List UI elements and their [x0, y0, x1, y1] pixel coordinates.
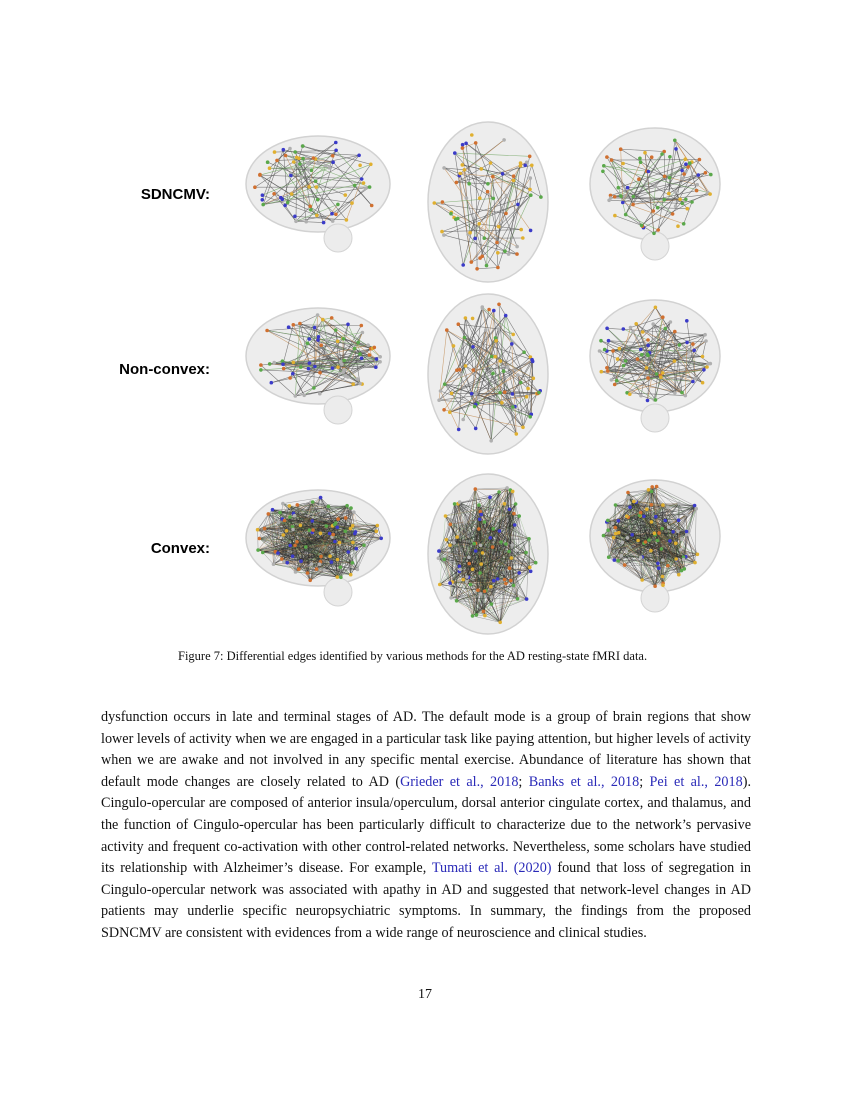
brain-convex-lateral	[240, 480, 400, 610]
citation-separator-2: ;	[639, 773, 650, 790]
brain-network-graphic	[240, 480, 400, 610]
citation-banks[interactable]: Banks et al., 2018	[528, 773, 640, 790]
citation-tumati[interactable]: Tumati et al. (2020)	[431, 860, 552, 877]
brain-network-graphic	[423, 290, 553, 460]
figure-7	[110, 118, 740, 638]
brain-sdncmv-coronal	[585, 124, 725, 264]
page-number: 17	[418, 987, 432, 1002]
brain-nonconvex-axial	[423, 290, 553, 460]
brain-network-graphic	[585, 476, 725, 616]
brain-nonconvex-lateral	[240, 298, 400, 428]
brain-stem	[641, 584, 669, 612]
paragraph-text-3: found that loss of segregation in Cingulo-opercular network was associated with apathy in AD and suggested that network-level changes in AD patients may underlie specific neuropsychiatric symptoms. In summary, the findings from the proposed SDNCMV are consistent with evidences from a wide range of neuroscience and clinical studies.	[101, 860, 752, 941]
brain-convex-axial	[423, 470, 553, 640]
brain-stem	[324, 224, 352, 252]
citation-grieder[interactable]: Grieder et al., 2018	[400, 773, 519, 790]
brain-network-graphic	[585, 296, 725, 436]
citation-pei[interactable]: Pei et al., 2018	[649, 773, 743, 790]
caption-label: Figure 7:	[178, 649, 224, 663]
brain-network-graphic	[423, 118, 553, 288]
brain-convex-coronal	[585, 476, 725, 616]
figure-caption	[178, 648, 678, 664]
row-label-convex: Convex:	[150, 540, 210, 557]
brain-network-graphic	[240, 126, 400, 256]
brain-network-graphic	[585, 124, 725, 264]
paragraph-text-1: dysfunction occurs in late and terminal stages of AD. The default mode is a group of brain regions that show lower levels of activity when we are engaged in a particular task like paying attention, but higher levels of activity when we are awake and not involved in any specific mental exercise. Abundance of literature has shown that default mode changes are closely related to AD (	[101, 709, 751, 790]
brain-sdncmv-lateral	[240, 126, 400, 256]
brain-stem	[324, 578, 352, 606]
brain-stem	[324, 396, 352, 424]
brain-stem	[641, 404, 669, 432]
citation-separator-1: ;	[518, 773, 529, 790]
paragraph-text-2: ). Cingulo-opercular are composed of anterior insula/operculum, dorsal anterior cingulate cortex, and thalamus, and the function of Cingulo-opercular has been particularly difficult to characterize due to the network’s pervasive activity and frequent co-activation with other control-related networks. Nevertheless, some scholars have studied its relationship with Alzheimer’s disease. For example,	[101, 773, 751, 877]
body-paragraph	[101, 707, 751, 945]
brain-stem	[641, 232, 669, 260]
brain-network-graphic	[423, 470, 553, 640]
brain-sdncmv-axial	[423, 118, 553, 288]
brain-nonconvex-coronal	[585, 296, 725, 436]
brain-network-graphic	[240, 298, 400, 428]
row-label-nonconvex: Non-convex:	[119, 361, 210, 378]
caption-text: Differential edges identified by various methods for the AD resting-state fMRI data.	[226, 649, 648, 663]
row-label-sdncmv: SDNCMV:	[140, 186, 210, 203]
